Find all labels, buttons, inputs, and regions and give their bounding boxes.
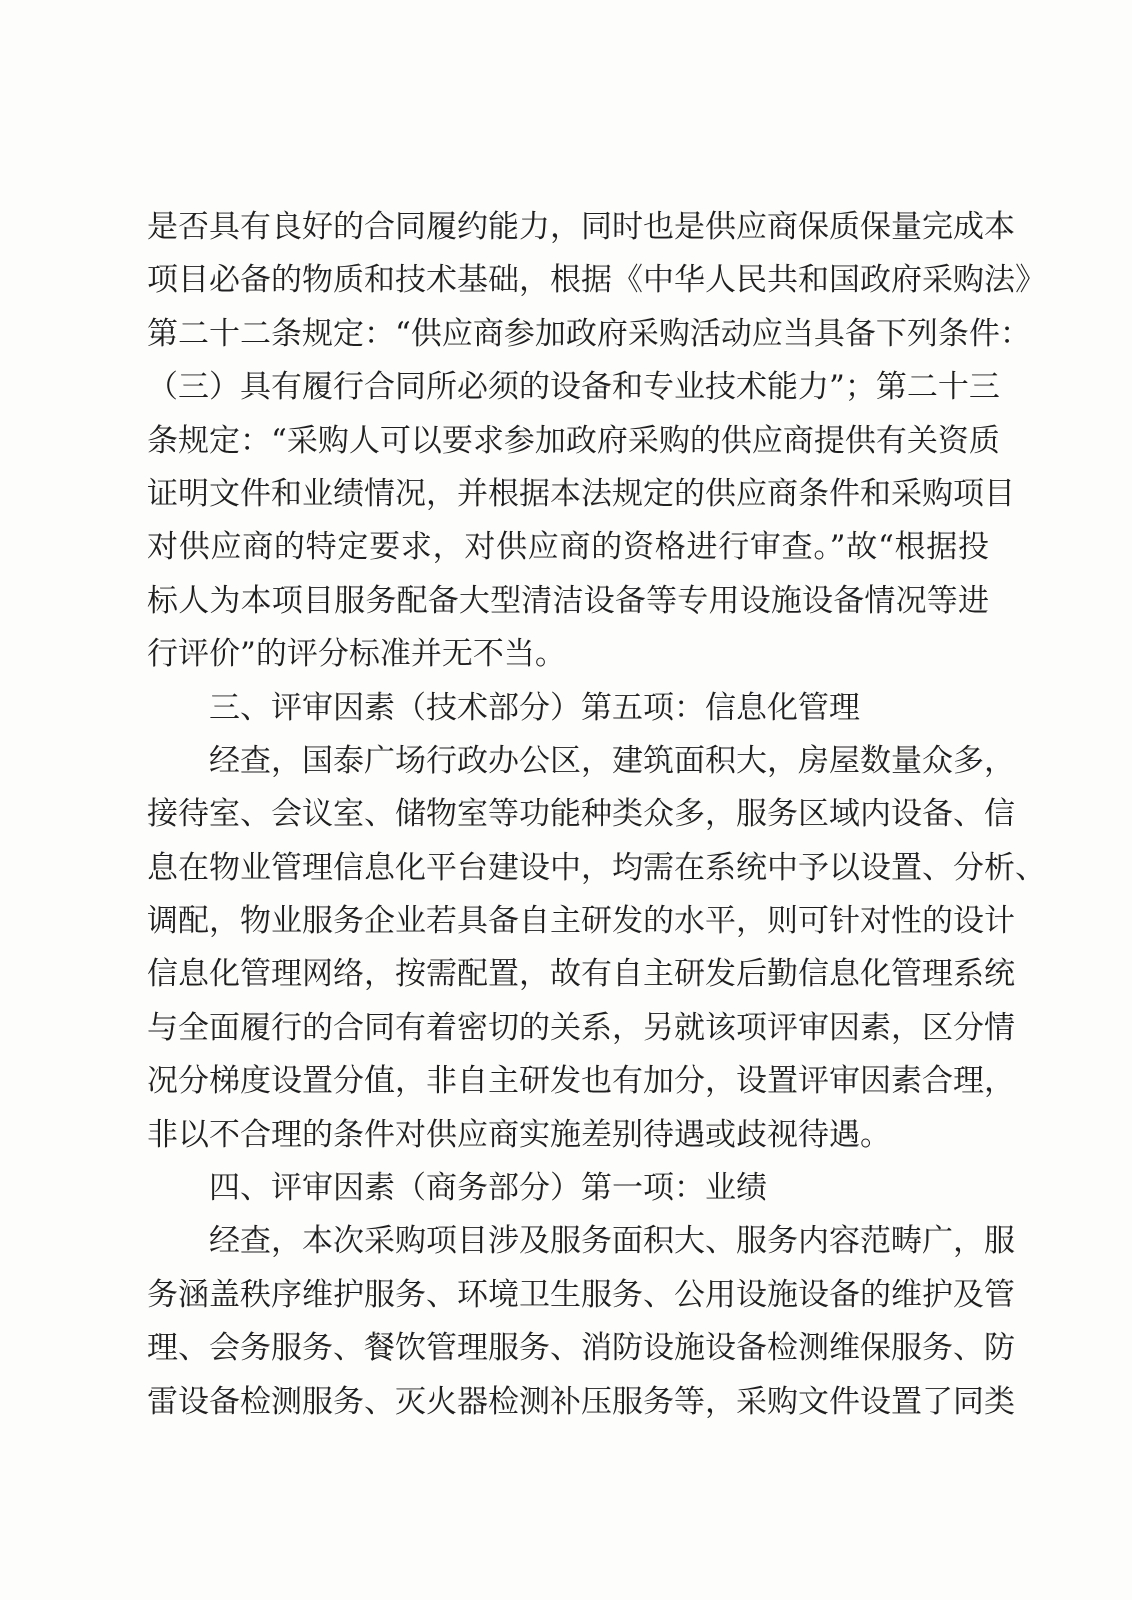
text-line: 非以不合理的条件对供应商实施差别待遇或歧视待遇。 xyxy=(147,1116,891,1153)
text-line: 经查，国泰广场行政办公区，建筑面积大，房屋数量众多， xyxy=(209,742,1015,779)
document-body xyxy=(147,205,1046,1433)
text-line: 项目必备的物质和技术基础，根据《中华人民共和国政府采购法》 xyxy=(147,262,1046,299)
text-line: 标人为本项目服务配备大型清洁设备等专用设施设备情况等进 xyxy=(147,582,989,619)
text-line: 理、会务服务、餐饮管理服务、消防设施设备检测维保服务、防 xyxy=(147,1330,1015,1367)
text-line: 务涵盖秩序维护服务、环境卫生服务、公用设施设备的维护及管 xyxy=(147,1276,1015,1313)
text-line: 息在物业管理信息化平台建设中，均需在系统中予以设置、分析、 xyxy=(147,849,1046,886)
text-line: 第二十二条规定：“供应商参加政府采购活动应当具备下列条件： xyxy=(147,315,1031,352)
text-line: 接待室、会议室、储物室等功能种类众多，服务区域内设备、信 xyxy=(147,796,1015,833)
text-line: 况分梯度设置分值，非自主研发也有加分，设置评审因素合理， xyxy=(147,1063,1015,1100)
text-line: 雷设备检测服务、灭火器检测补压服务等，采购文件设置了同类 xyxy=(147,1383,1015,1420)
text-line: （三）具有履行合同所必须的设备和专业技术能力”；第二十三 xyxy=(147,369,1000,406)
text-line: 条规定：“采购人可以要求参加政府采购的供应商提供有关资质 xyxy=(147,422,1000,459)
text-line: 行评价”的评分标准并无不当。 xyxy=(147,636,566,673)
text-line: 经查，本次采购项目涉及服务面积大、服务内容范畴广，服 xyxy=(209,1223,1015,1260)
text-line: 对供应商的特定要求，对供应商的资格进行审查。”故“根据投 xyxy=(147,529,989,566)
text-line: 信息化管理网络，按需配置，故有自主研发后勤信息化管理系统 xyxy=(147,956,1015,993)
text-line: 是否具有良好的合同履约能力，同时也是供应商保质保量完成本 xyxy=(147,209,1015,245)
text-line: 证明文件和业绩情况，并根据本法规定的供应商条件和采购项目 xyxy=(147,475,1015,512)
section-heading: 四、评审因素（商务部分）第一项：业绩 xyxy=(209,1170,767,1207)
text-line: 与全面履行的合同有着密切的关系，另就该项评审因素，区分情 xyxy=(147,1009,1015,1046)
section-heading: 三、评审因素（技术部分）第五项：信息化管理 xyxy=(209,689,860,726)
text-line: 调配，物业服务企业若具备自主研发的水平，则可针对性的设计 xyxy=(147,903,1015,940)
